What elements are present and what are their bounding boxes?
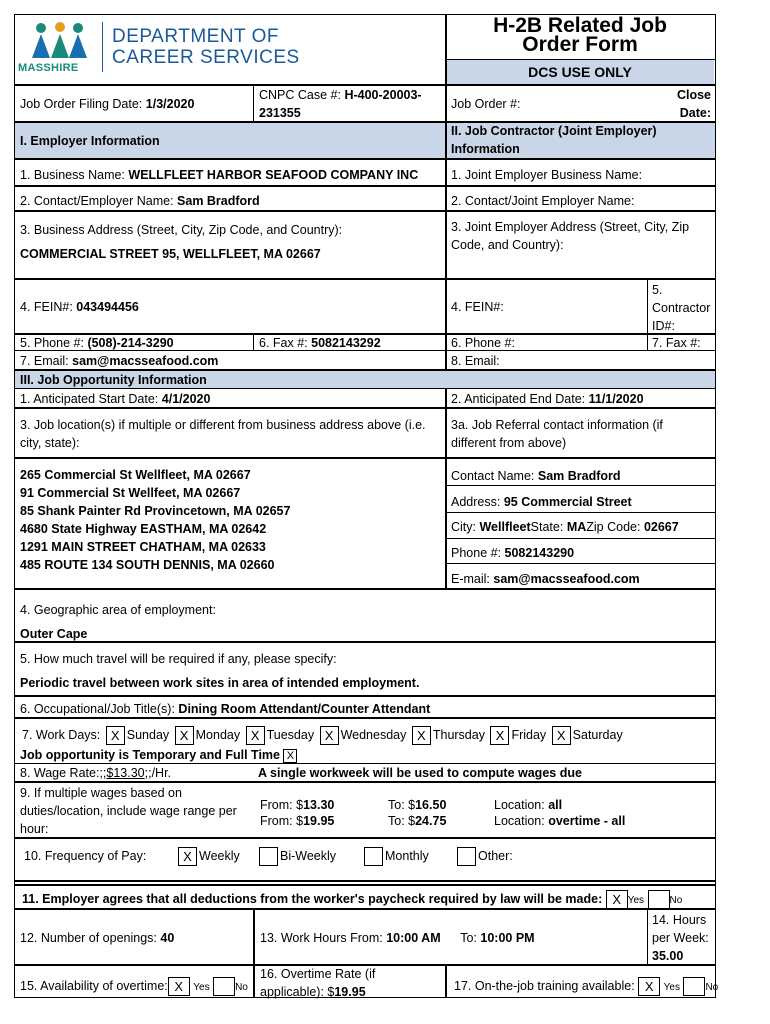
single-workweek: A single workweek will be used to compute wages due [258, 766, 582, 780]
fein: 4. FEIN#: 043494456 [20, 300, 139, 314]
contact-employer-name: 2. Contact/Employer Name: Sam Bradford [20, 194, 260, 208]
multiple-wages-label: 9. If multiple wages based on duties/location, include wage range per hour: [20, 786, 237, 836]
on-the-job-training: 17. On-the-job training available: X Yes No [454, 979, 719, 995]
job-referral-label: 3a. Job Referral contact information (if different from above) [451, 418, 663, 450]
work-hours: 13. Work Hours From: 10:00 AM To: 10:00 PM [260, 931, 535, 945]
start-date: 1. Anticipated Start Date: 4/1/2020 [20, 392, 211, 406]
checkbox-training-yes[interactable]: X [638, 977, 660, 996]
checkbox-overtime-no[interactable] [213, 977, 235, 996]
checkbox-tuesday[interactable]: X [246, 726, 265, 745]
deductions-agreement: 11. Employer agrees that all deductions from the worker's paycheck required by law will be made: X Yes No [22, 892, 683, 908]
geographic-area: 4. Geographic area of employment: Outer Cape [20, 603, 216, 641]
business-address: 3. Business Address (Street, City, Zip Code, and Country): COMMERCIAL STREET 95, WELLFLEET, MA 02667 [20, 223, 343, 261]
referral-email: E-mail: sam@macsseafood.com [451, 572, 640, 586]
checkbox-thursday[interactable]: X [412, 726, 431, 745]
section-job-contractor: II. Job Contractor (Joint Employer) Information [451, 124, 657, 156]
checkbox-biweekly[interactable] [259, 847, 278, 866]
number-of-openings: 12. Number of openings: 40 [20, 931, 175, 945]
checkbox-monday[interactable]: X [175, 726, 194, 745]
joint-fax: 7. Fax #: [652, 336, 701, 350]
list-item: 4680 State Highway EASTHAM, MA 02642 [20, 522, 267, 536]
referral-address: Address: 95 Commercial Street [451, 495, 632, 509]
checkbox-weekly[interactable]: X [178, 847, 197, 866]
wage-row-2: From: $19.95 To: $24.75 Location: overtime - all [260, 814, 626, 828]
business-name: 1. Business Name: WELLFLEET HARBOR SEAFOOD COMPANY INC [20, 168, 419, 182]
phone: 5. Phone #: (508)-214-3290 [20, 336, 174, 350]
email: 7. Email: sam@macsseafood.com [20, 354, 219, 368]
travel: 5. How much travel will be required if any, please specify: Periodic travel between work sites in area of intended employment. [20, 652, 420, 690]
contractor-id: 5. Contractor ID#: [652, 283, 711, 333]
section-employer-info: I. Employer Information [20, 134, 160, 148]
end-date: 2. Anticipated End Date: 11/1/2020 [451, 392, 644, 406]
checkbox-training-no[interactable] [683, 977, 705, 996]
checkbox-other[interactable] [457, 847, 476, 866]
wage-row-1: From: $13.30 To: $16.50 Location: all [260, 798, 563, 812]
checkbox-wednesday[interactable]: X [320, 726, 339, 745]
wage-rate: 8. Wage Rate:;;$13.30;;/Hr. [20, 766, 172, 780]
checkbox-sunday[interactable]: X [106, 726, 125, 745]
job-order-filing-date: Job Order Filing Date: 1/3/2020 [20, 97, 195, 111]
close-date: Close Date: [676, 88, 711, 120]
job-title: 6. Occupational/Job Title(s): Dining Room Attendant/Counter Attendant [20, 702, 431, 716]
checkbox-friday[interactable]: X [490, 726, 509, 745]
list-item: 485 ROUTE 134 SOUTH DENNIS, MA 02660 [20, 558, 275, 572]
joint-email: 8. Email: [451, 354, 500, 368]
checkbox-temporary-full-time[interactable]: X [283, 749, 297, 763]
form-title: H-2B Related Job Order Form [493, 14, 667, 56]
logo-text: MASSHIRE [18, 62, 79, 74]
joint-phone: 6. Phone #: [451, 336, 515, 350]
department-name: DEPARTMENT OF CAREER SERVICES [112, 26, 300, 68]
list-item: 85 Shank Painter Rd Provincetown, MA 02657 [20, 504, 291, 518]
job-location-list [16, 464, 294, 576]
frequency-of-pay: 10. Frequency of Pay: X Weekly Bi-Weekly Monthly Other: [24, 849, 513, 865]
work-days: 7. Work Days: X Sunday X Monday X Tuesday X Wednesday X Thursday X Friday X Saturday [22, 728, 623, 744]
hours-per-week: 14. Hours per Week: 35.00 [652, 913, 709, 963]
checkbox-monthly[interactable] [364, 847, 383, 866]
joint-business-name: 1. Joint Employer Business Name: [451, 168, 643, 182]
checkbox-saturday[interactable]: X [552, 726, 571, 745]
temporary-full-time: Job opportunity is Temporary and Full Time X [16, 744, 301, 766]
job-locations-label: 3. Job location(s) if multiple or different from business address above (i.e. city, state): [20, 418, 426, 450]
list-item: 1291 MAIN STREET CHATHAM, MA 02633 [20, 540, 266, 554]
checkbox-deductions-yes[interactable]: X [606, 890, 628, 909]
list-item: 91 Commercial St Wellfeet, MA 02667 [20, 486, 241, 500]
joint-fein: 4. FEIN#: [451, 300, 504, 314]
fax: 6. Fax #: 5082143292 [259, 336, 381, 350]
overtime-availability: 15. Availability of overtime: X Yes No [20, 979, 248, 995]
list-item: 265 Commercial St Wellfleet, MA 02667 [20, 468, 251, 482]
dcs-use-only: DCS USE ONLY [446, 60, 714, 84]
joint-address: 3. Joint Employer Address (Street, City, Zip Code, and Country): [451, 220, 690, 252]
overtime-rate: 16. Overtime Rate (if applicable): $19.95 [260, 967, 376, 999]
referral-contact-name: Contact Name: Sam Bradford [451, 469, 621, 483]
joint-contact-name: 2. Contact/Joint Employer Name: [451, 194, 635, 208]
cnpc-case: CNPC Case #: H-400-20003- 231355 [259, 88, 422, 120]
section-job-opportunity: III. Job Opportunity Information [20, 373, 207, 387]
job-order-number: Job Order #: [451, 97, 521, 111]
checkbox-deductions-no[interactable] [648, 890, 670, 909]
referral-phone: Phone #: 5082143290 [451, 546, 575, 560]
referral-city-state-zip: City: WellfleetState: MAZip Code: 02667 [451, 520, 679, 534]
checkbox-overtime-yes[interactable]: X [168, 977, 190, 996]
